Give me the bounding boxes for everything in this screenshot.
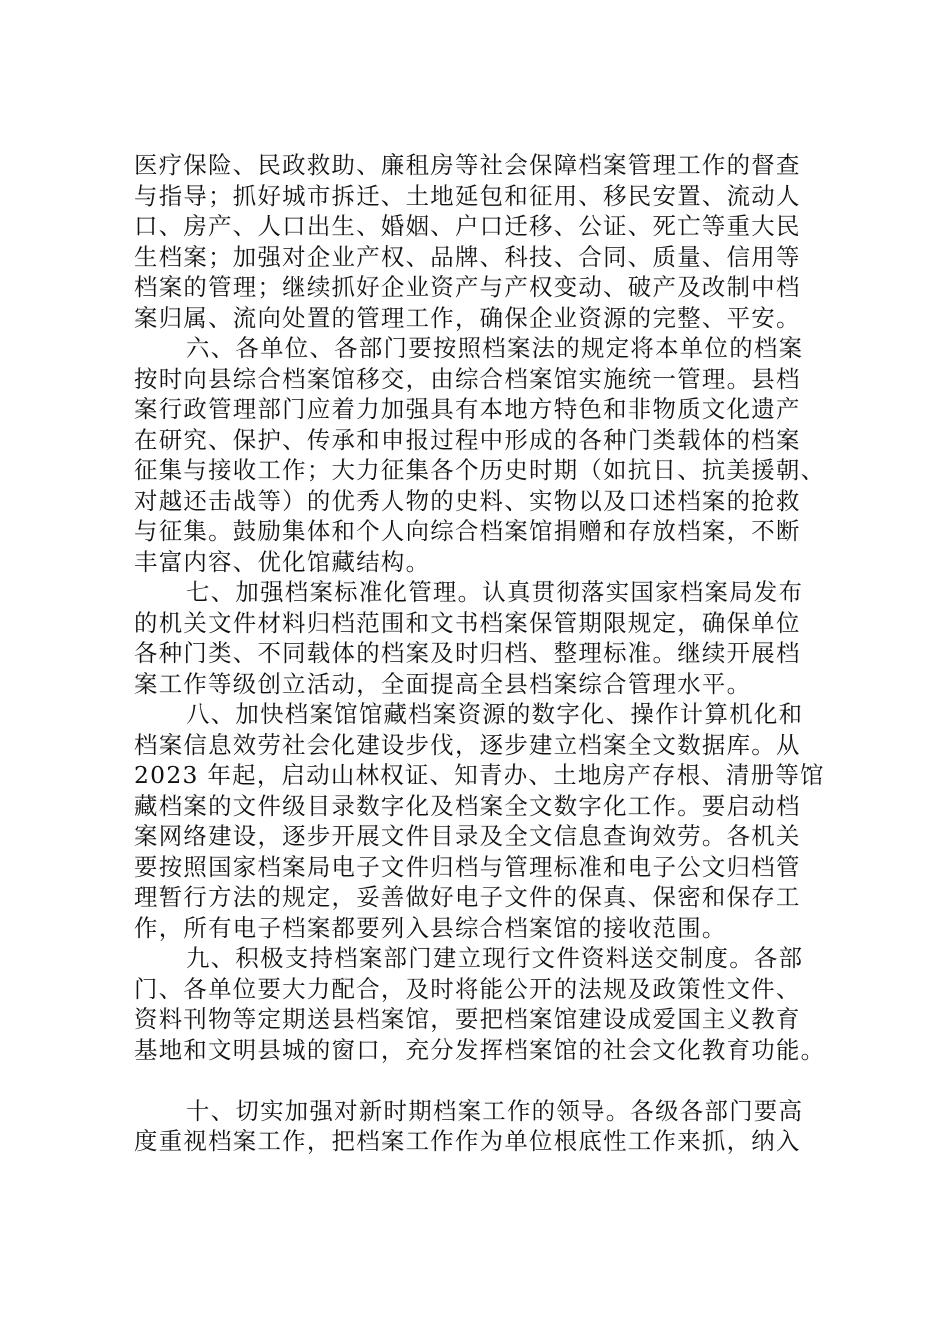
text-line: 资料刊物等定期送县档案馆，要把档案馆建设成爱国主义教育 — [134, 1005, 801, 1033]
text-line: 与指导；抓好城市拆迁、土地延包和征用、移民安置、流动人 — [134, 181, 801, 210]
text-line: 按时向县综合档案馆移交，由综合档案馆实施统一管理。县档 — [134, 364, 801, 393]
paragraph-6 — [134, 333, 834, 577]
text-line: 与征集。鼓励集体和个人向综合档案馆捐赠和存放档案，不断 — [134, 517, 801, 545]
text-line: 档案的管理；继续抓好企业资产与产权变动、破产及改制中档 — [134, 273, 801, 301]
text-line: 对越还击战等）的优秀人物的史料、实物以及口述档案的抢救 — [134, 486, 801, 515]
text-line: 门、各单位要大力配合，及时将能公开的法规及政策性文件、 — [134, 974, 801, 1003]
text-line: 六、各单位、各部门要按照档案法的规定将本单位的档案 — [186, 334, 804, 362]
text-line: 各种门类、不同载体的档案及时归档、整理标准。继续开展档 — [134, 639, 801, 667]
text-line: 七、加强档案标准化管理。认真贯彻落实国家档案局发布 — [186, 578, 804, 606]
text-line: 藏档案的文件级目录数字化及档案全文数字化工作。要启动档 — [134, 791, 801, 820]
text-line: 作，所有电子档案都要列入县综合档案馆的接收范围。 — [134, 913, 727, 942]
paragraph-9 — [134, 943, 834, 1065]
text-line: 案归属、流向处置的管理工作，确保企业资源的完整、平安。 — [134, 303, 801, 332]
text-line: 九、积极支持档案部门建立现行文件资料送交制度。各部 — [186, 944, 804, 972]
text-line: 医疗保险、民政救助、廉租房等社会保障档案管理工作的督查 — [134, 151, 801, 179]
text-line: 案网络建设，逐步开展文件目录及全文信息查询效劳。各机关 — [134, 822, 801, 850]
document-body — [134, 150, 834, 1157]
text-line: 基地和文明县城的窗口，充分发挥档案馆的社会文化教育功能。 — [134, 1035, 826, 1064]
text-line: 2023 年起，启动山林权证、知青办、土地房产存根、清册等馆 — [134, 761, 825, 789]
text-line: 征集与接收工作；大力征集各个历史时期（如抗日、抗美援朝、 — [134, 456, 826, 484]
paragraph-continued — [134, 150, 834, 333]
text-line: 要按照国家档案局电子文件归档与管理标准和电子公文归档管 — [134, 852, 801, 881]
text-line: 案行政管理部门应着力加强具有本地方特色和非物质文化遗产 — [134, 395, 801, 423]
text-line: 理暂行方法的规定，妥善做好电子文件的保真、保密和保存工 — [134, 883, 801, 911]
text-line: 的机关文件材料归档范围和文书档案保管期限规定，确保单位 — [134, 608, 801, 637]
paragraph-7 — [134, 577, 834, 699]
text-line: 丰富内容、优化馆藏结构。 — [134, 547, 431, 576]
text-line: 十、切实加强对新时期档案工作的领导。各级各部门要高 — [186, 1096, 804, 1125]
text-line: 八、加快档案馆馆藏档案资源的数字化、操作计算机化和 — [186, 700, 804, 728]
text-line: 度重视档案工作，把档案工作作为单位根底性工作来抓，纳入 — [134, 1127, 801, 1155]
text-line: 案工作等级创立活动，全面提高全县档案综合管理水平。 — [134, 669, 752, 698]
paragraph-8 — [134, 699, 834, 943]
text-line: 生档案；加强对企业产权、品牌、科技、合同、质量、信用等 — [134, 242, 801, 271]
text-line: 口、房产、人口出生、婚姻、户口迁移、公证、死亡等重大民 — [134, 212, 801, 240]
blank-line — [134, 1065, 834, 1096]
text-line: 档案信息效劳社会化建设步伐，逐步建立档案全文数据库。从 — [134, 730, 801, 759]
paragraph-10 — [134, 1096, 834, 1157]
text-line: 在研究、保护、传承和申报过程中形成的各种门类载体的档案 — [134, 425, 801, 454]
